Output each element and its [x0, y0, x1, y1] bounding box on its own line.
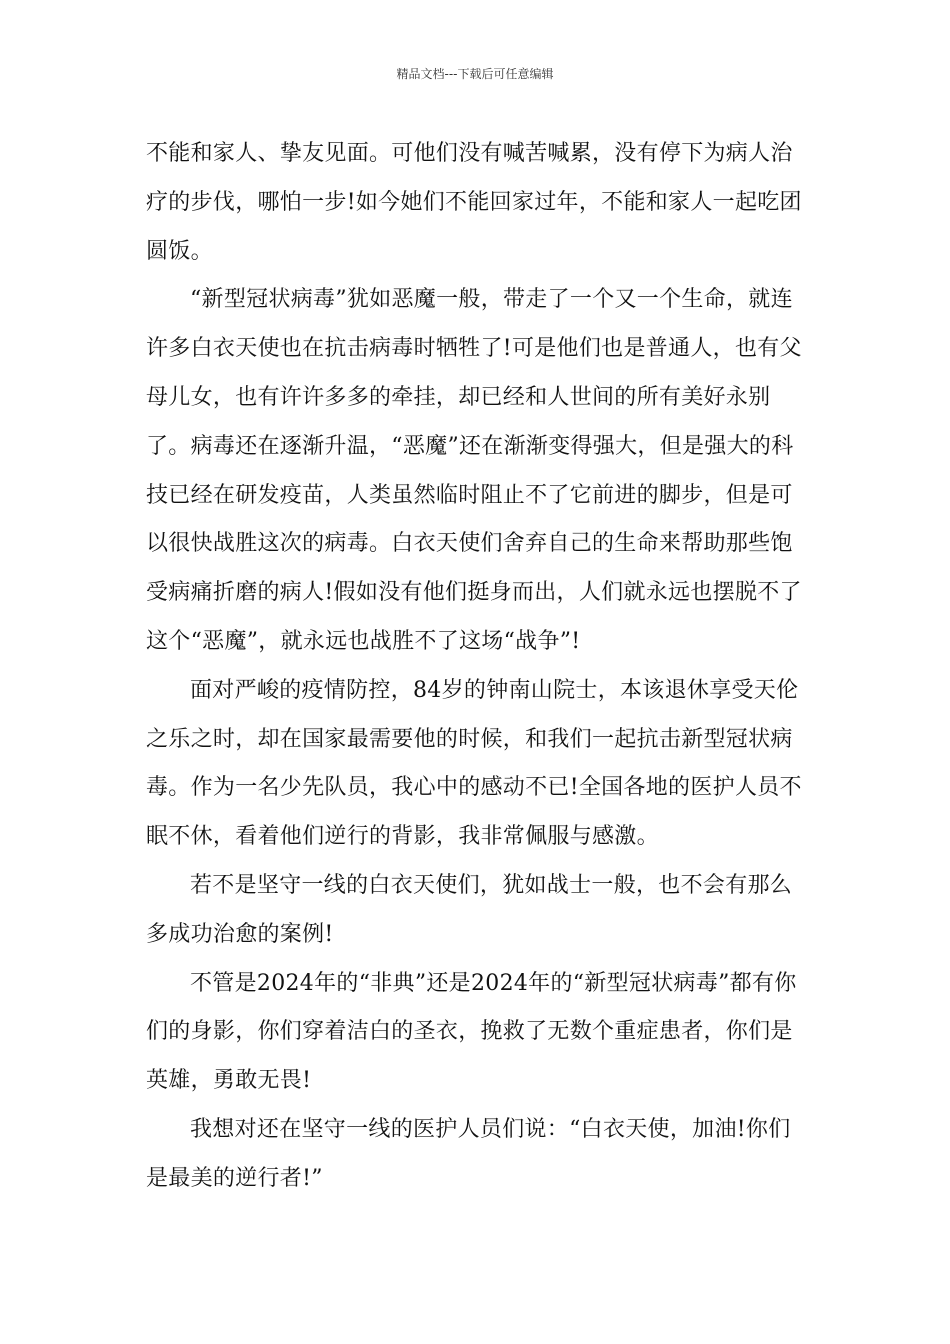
- paragraph-5: 不管是2024年的“非典”还是2024年的“新型冠状病毒”都有你们的身影，你们穿着洁白的圣衣，挽救了无数个重症患者，你们是英雄，勇敢无畏!: [146, 970, 797, 1094]
- paragraph-6: 我想对还在坚守一线的医护人员们说：“白衣天使，加油!你们是最美的逆行者!”: [146, 1116, 791, 1191]
- document-body: [146, 130, 808, 1204]
- page-header: 精品文档---下载后可任意编辑: [396, 67, 554, 81]
- paragraph-2: “新型冠状病毒”犹如恶魔一般，带走了一个又一个生命，就连许多白衣天使也在抗击病毒时牺牲了!可是他们也是普通人，也有父母儿女，也有许许多多的牵挂，却已经和人世间的所有美好永别了。病毒还在逐渐升温，“恶魔”还在渐渐变得强大，但是强大的科技已经在研发疫苗，人类虽然临时阻止不了它前进的脚步，但是可以很快战胜这次的病毒。白衣天使们舍弃自己的生命来帮助那些饱受病痛折磨的病人!假如没有他们挺身而出，人们就永远也摆脱不了这个“恶魔”，就永远也战胜不了这场“战争”!: [146, 287, 802, 654]
- paragraph-3: 面对严峻的疫情防控，84岁的钟南山院士，本该退休享受天伦之乐之时，却在国家最需要他的时候，和我们一起抗击新型冠状病毒。作为一名少先队员，我心中的感动不已!全国各地的医护人员不眠不休，看着他们逆行的背影，我非常佩服与感激。: [146, 677, 802, 850]
- paragraph-4: 若不是坚守一线的白衣天使们，犹如战士一般，也不会有那么多成功治愈的案例!: [146, 872, 793, 947]
- paragraph-1: 不能和家人、挚友见面。可他们没有喊苦喊累，没有停下为病人治疗的步伐，哪怕一步!如今她们不能回家过年，不能和家人一起吃团圆饭。: [146, 141, 802, 264]
